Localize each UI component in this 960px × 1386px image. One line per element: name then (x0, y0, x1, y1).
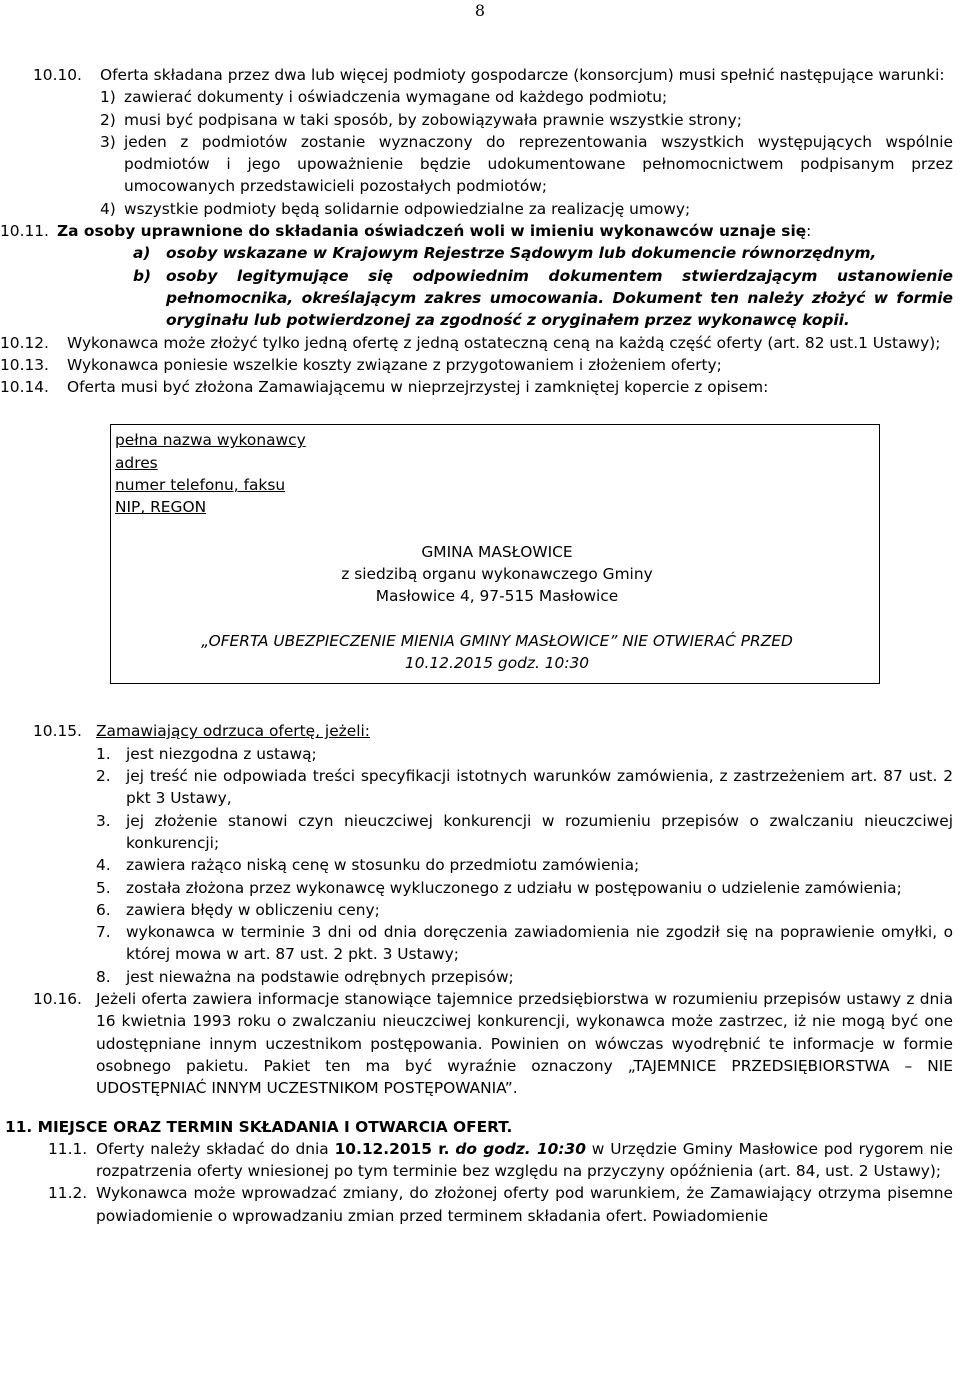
list-item: 8. jest nieważna na podstawie odrębnych przepisów; (96, 967, 514, 986)
section-text: Wykonawca może złożyć tylko jedną ofertę z jedną ostateczną ceną na każdą część oferty (art. 82 ust.1 Ustawy); (67, 333, 941, 352)
section-text: Oferty należy składać do dnia 10.12.2015 r. do godz. 10:30 w Urzędzie Gminy Masłowice pod rygorem nie rozpatrzenia oferty wniesionej po tym terminie bez względu na przyczyny opóźnienia (art. 84, ust. 2 Ustawy); (96, 1139, 953, 1181)
envelope-line: pełna nazwa wykonawcy (115, 431, 306, 450)
recipient-name: GMINA MASŁOWICE (421, 542, 573, 561)
offer-open-date: 10.12.2015 godz. 10:30 (404, 653, 590, 672)
page-number: 8 (474, 1, 486, 20)
section-number: 10.11. (0, 222, 49, 241)
chapter-11-heading: 11. MIEJSCE ORAZ TERMIN SKŁADANIA I OTWARCIA OFERT. (5, 1117, 513, 1136)
list-item: 4. zawiera rażąco niską cenę w stosunku do przedmiotu zamówienia; (96, 856, 640, 875)
envelope-line: NIP, REGON (115, 498, 207, 517)
section-lead: Za osoby uprawnione do składania oświadczeń woli w imieniu wykonawców uznaje się (57, 222, 807, 241)
section-title: Zamawiający odrzuca ofertę, jeżeli: (96, 722, 370, 741)
list-item: 2) musi być podpisana w taki sposób, by zobowiązywała prawnie wszystkie strony; (100, 110, 742, 129)
section-text: Oferta składana przez dwa lub więcej podmioty gospodarcze (konsorcjum) musi spełnić następujące warunki: (100, 66, 945, 84)
list-item: 5. została złożona przez wykonawcę wykluczonego z udziału w postępowaniu o udzielenie zamówienia; (96, 878, 902, 897)
section-10-16 (33, 988, 953, 1099)
consortium-conditions-list (33, 86, 953, 220)
list-item: 1. jest niezgodna z ustawą; (96, 744, 317, 763)
section-text: Wykonawca może wprowadzać zmiany, do złożonej oferty pod warunkiem, że Zamawiający otrzyma pisemne powiadomienie o wprowadzaniu zmian przed terminem składania ofert. Powiadomienie (96, 1184, 953, 1225)
list-item: 6. zawiera błędy w obliczeniu ceny; (96, 900, 380, 919)
list-item: 3) jeden z podmiotów zostanie wyznaczony do reprezentowania wszystkich występujących wspólnie podmiotów i jego upoważnienie będzie udokumentowane pełnomocnictwem podpisanym przez umocowanych przedstawicieli pozostałych podmiotów; (100, 132, 953, 196)
recipient-address: Masłowice 4, 97-515 Masłowice (375, 587, 619, 606)
section-10-14 (0, 376, 953, 398)
list-item: 3. jej złożenie stanowi czyn nieuczciwej konkurencji w rozumieniu przepisów o zwalczaniu nieuczciwej konkurencji; (96, 811, 953, 852)
section-number: 10.14. (0, 378, 49, 397)
list-item: 7. wykonawca w terminie 3 dni od dnia doręczenia zawiadomienia nie zgodził się na poprawienie omyłki, o której mowa w art. 87 ust. 2 pkt. 3 Ustawy; (96, 923, 953, 964)
section-11-1 (48, 1138, 953, 1183)
section-number: 11.1. (48, 1139, 88, 1158)
list-item: 1) zawierać dokumenty i oświadczenia wymagane od każdego podmiotu; (100, 88, 668, 107)
section-text: Wykonawca poniesie wszelkie koszty związane z przygotowaniem i złożeniem oferty; (67, 355, 722, 374)
section-number: 10.12. (0, 333, 49, 352)
list-item: 4) wszystkie podmioty będą solidarnie odpowiedzialne za realizację umowy; (100, 199, 691, 218)
section-number: 10.13. (0, 355, 49, 374)
recipient-line: z siedzibą organu wykonawczego Gminy (341, 564, 653, 583)
section-text: Oferta musi być złożona Zamawiającemu w nieprzejrzystej i zamkniętej kopercie z opisem: (67, 378, 769, 397)
section-number: 11.2. (48, 1184, 88, 1203)
section-number: 10.10. (33, 66, 82, 84)
section-10-10 (33, 64, 953, 86)
offer-caption: „OFERTA UBEZPIECZENIE MIENIA GMINY MASŁOWICE” NIE OTWIERAĆ PRZED (201, 631, 793, 650)
list-item: b) osoby legitymujące się odpowiednim dokumentem stwierdzającym ustanowienie pełnomocnika, określającym zakres umocowania. Dokument ten należy złożyć w formie oryginału lub potwierdzonej za zgodność z oryginałem przez wykonawcę kopii. (133, 266, 953, 330)
section-10-11: 10.11. Za osoby uprawnione do składania oświadczeń woli w imieniu wykonawców uznaje się: (0, 220, 953, 242)
deadline-time: 10:30 (530, 1139, 586, 1158)
envelope-line: numer telefonu, faksu (115, 476, 286, 495)
envelope-line: adres (115, 453, 158, 472)
section-11-2 (48, 1182, 953, 1227)
section-10-15 (33, 720, 953, 742)
section-10-12 (0, 332, 953, 354)
document-body (0, 64, 953, 1227)
rejection-reasons-list (33, 743, 953, 988)
list-item: a) osoby wskazane w Krajowym Rejestrze Sądowym lub dokumencie równorzędnym, (133, 244, 877, 263)
list-item: 2. jej treść nie odpowiada treści specyfikacji istotnych warunków zamówienia, z zastrzeżeniem art. 87 ust. 2 pkt 3 Ustawy, (96, 767, 953, 808)
section-number: 10.15. (33, 722, 82, 741)
section-10-13 (0, 354, 953, 376)
envelope-description-box (110, 424, 880, 684)
deadline-date: 10.12.2015 r. (334, 1139, 450, 1158)
section-number: 10.16. (33, 990, 82, 1009)
section-text: Jeżeli oferta zawiera informacje stanowiące tajemnice przedsiębiorstwa w rozumieniu przepisów ustawy z dnia 16 kwietnia 1993 roku o zwalczaniu nieuczciwej konkurencji, wykonawca może zastrzec, iż nie mogą być one udostępniane innym uczestnikom postępowania. Powinien on wówczas wyodrębnić te informacje w formie osobnego pakietu. Pakiet ten ma być wyraźnie oznaczony „TAJEMNICE PRZEDSIĘBIORSTWA – NIE UDOSTĘPNIAĆ INNYM UCZESTNIKOM POSTĘPOWANIA”. (96, 990, 953, 1098)
authorized-persons-list (33, 242, 953, 331)
